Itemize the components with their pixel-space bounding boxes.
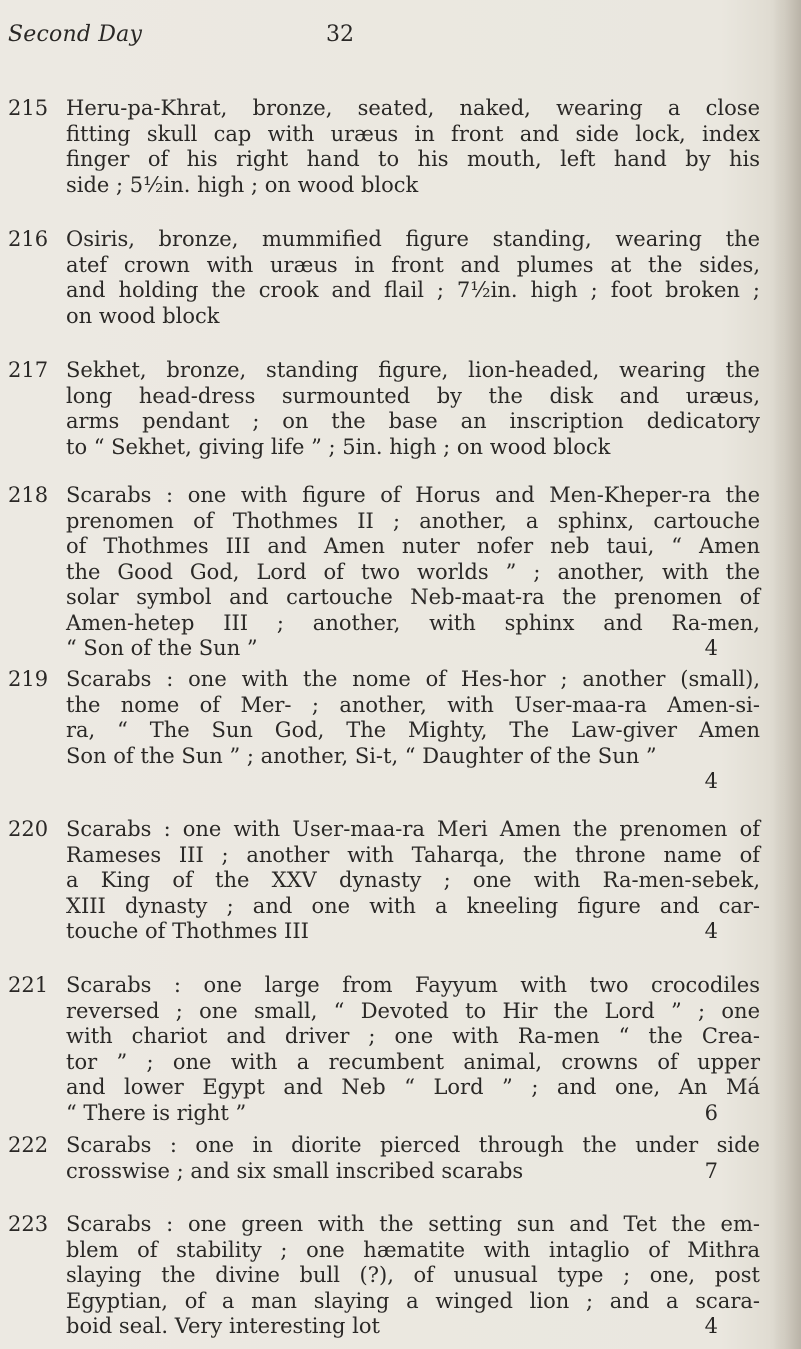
lot-number: 216	[8, 227, 49, 251]
description-line: finger of his right hand to his mouth, left hand by his	[66, 147, 760, 171]
description-line: of Thothmes III and Amen nuter nofer neb taui, “ Amen	[66, 534, 760, 558]
lot-description	[66, 227, 760, 329]
description-line: Scarabs : one with User-maa-ra Meri Amen the prenomen of	[66, 817, 760, 841]
header-title: Second Day	[8, 22, 143, 47]
lot-number: 218	[8, 483, 49, 507]
description-line: tor ” ; one with a recumbent animal, crowns of upper	[66, 1049, 760, 1074]
lot-description	[66, 483, 760, 662]
description-line: prenomen of Thothmes II ; another, a sphinx, cartouche	[66, 508, 760, 533]
description-line: and holding the crook and flail ; 7½in. high ; foot broken ;	[66, 278, 760, 302]
description-line: on wood block	[66, 303, 220, 328]
description-line: with chariot and driver ; one with Ra-men “ the Crea-	[66, 1024, 760, 1048]
description-line: “ Son of the Sun ”	[66, 636, 258, 660]
lot-number: 215	[8, 96, 49, 120]
lot-description	[66, 1212, 760, 1340]
description-line: XIII dynasty ; and one with a kneeling figure and car-	[66, 893, 760, 918]
lot-description	[66, 96, 760, 198]
page-number: 32	[326, 22, 354, 47]
lot-number: 223	[8, 1212, 49, 1236]
description-line: touche of Thothmes III	[66, 919, 309, 943]
description-line: ra, “ The Sun God, The Mighty, The Law-giver Amen	[66, 718, 760, 742]
lot-number: 217	[8, 358, 49, 382]
description-line: Heru-pa-Khrat, bronze, seated, naked, wearing a close	[66, 96, 760, 120]
description-line: Scarabs : one large from Fayyum with two crocodiles	[66, 973, 760, 997]
lot-number: 219	[8, 667, 49, 691]
description-line: side ; 5½in. high ; on wood block	[66, 172, 419, 197]
lot-quantity: 4	[704, 769, 718, 793]
lot-description	[66, 1133, 760, 1184]
description-line: Egyptian, of a man slaying a winged lion ; and a scara-	[66, 1288, 760, 1313]
description-line: boid seal. Very interesting lot	[66, 1314, 380, 1338]
description-line: atef crown with uræus in front and plumes at the sides,	[66, 252, 760, 277]
lot-description	[66, 667, 760, 769]
lot-number: 221	[8, 973, 49, 997]
lot-description	[66, 817, 760, 945]
description-line: Osiris, bronze, mummified figure standing, wearing the	[66, 227, 760, 251]
description-line: “ There is right ”	[66, 1100, 247, 1125]
lot-quantity: 7	[704, 1158, 718, 1183]
description-line: Amen-hetep III ; another, with sphinx and Ra-men,	[66, 610, 760, 635]
lot-description	[66, 973, 760, 1126]
description-line: and lower Egypt and Neb “ Lord ” ; and one, An Má	[66, 1075, 760, 1099]
description-line: a King of the XXV dynasty ; one with Ra-men-sebek,	[66, 868, 760, 892]
lot-number: 220	[8, 817, 49, 841]
description-line: the nome of Mer- ; another, with User-maa-ra Amen-si-	[66, 692, 760, 717]
lot-number: 222	[8, 1133, 49, 1157]
page-edge-shadow	[773, 0, 801, 1349]
page-header	[8, 22, 768, 52]
description-line: reversed ; one small, “ Devoted to Hir the Lord ” ; one	[66, 998, 760, 1023]
description-line: Rameses III ; another with Taharqa, the throne name of	[66, 842, 760, 867]
description-line: Scarabs : one in diorite pierced through the under side	[66, 1133, 760, 1157]
description-line: long head-dress surmounted by the disk and uræus,	[66, 383, 760, 408]
description-line: Son of the Sun ” ; another, Si-t, “ Daughter of the Sun ”	[66, 743, 657, 768]
description-line: Scarabs : one green with the setting sun and Tet the em-	[66, 1212, 760, 1236]
description-line: solar symbol and cartouche Neb-maat-ra the prenomen of	[66, 585, 760, 609]
description-line: arms pendant ; on the base an inscription dedicatory	[66, 409, 760, 433]
description-line: to “ Sekhet, giving life ” ; 5in. high ; on wood block	[66, 434, 611, 459]
description-line: Scarabs : one with figure of Horus and Men-Kheper-ra the	[66, 483, 760, 507]
lot-quantity: 4	[704, 919, 718, 943]
description-line: Scarabs : one with the nome of Hes-hor ; another (small),	[66, 667, 760, 691]
lot-description	[66, 358, 760, 460]
description-line: slaying the divine bull (?), of unusual type ; one, post	[66, 1263, 760, 1287]
description-line: crosswise ; and six small inscribed scarabs	[66, 1158, 524, 1183]
lot-quantity: 4	[704, 636, 718, 660]
description-line: the Good God, Lord of two worlds ” ; another, with the	[66, 559, 760, 584]
lot-quantity: 6	[704, 1100, 718, 1125]
description-line: blem of stability ; one hæmatite with intaglio of Mithra	[66, 1237, 760, 1262]
description-line: fitting skull cap with uræus in front and side lock, index	[66, 121, 760, 146]
lot-quantity: 4	[704, 1314, 718, 1338]
description-line: Sekhet, bronze, standing figure, lion-headed, wearing the	[66, 358, 760, 382]
